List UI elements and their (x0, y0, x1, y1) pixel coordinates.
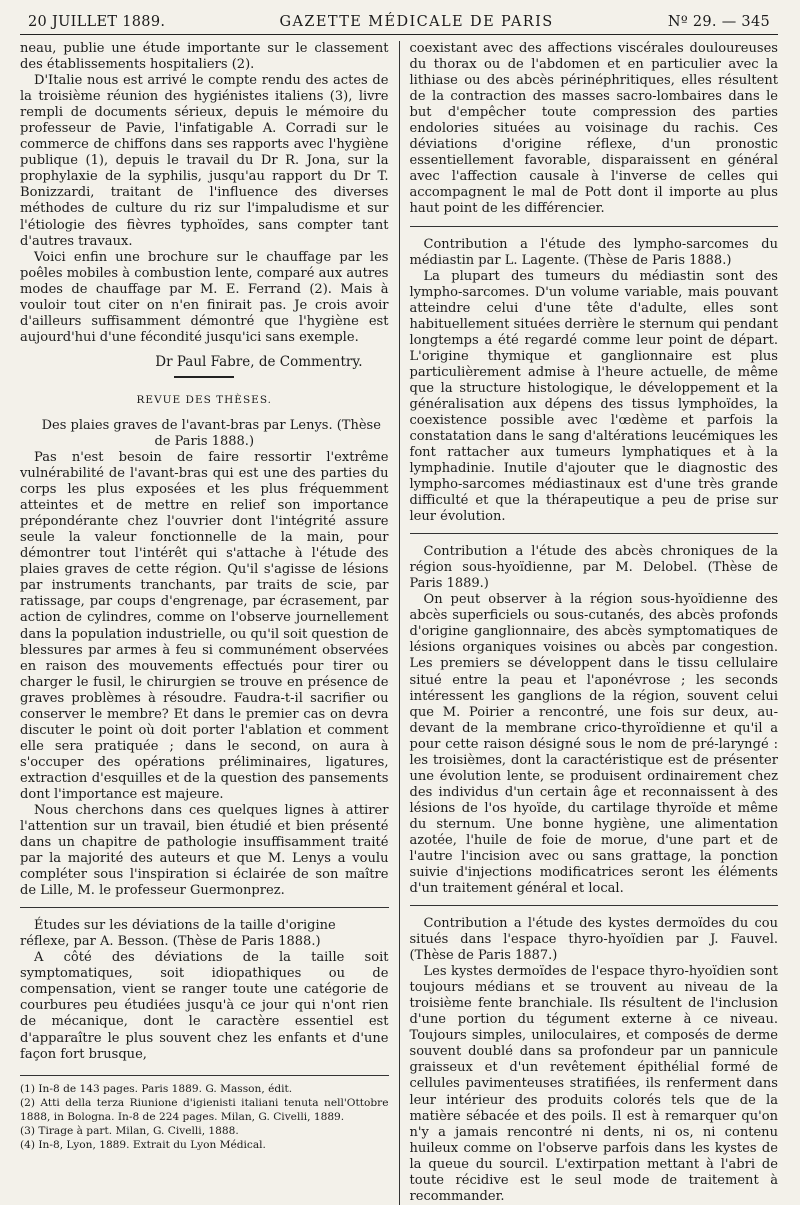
footnote: (1) In-8 de 143 pages. Paris 1889. G. Masson, édit. (20, 1082, 293, 1095)
paragraph: Voici enfin une brochure sur le chauffage par les poêles mobiles à combustion lente, comparé aux autres modes de chauffage par M. E. Ferrand (2). Mais à vouloir tout citer on n'en finirait pas. Je crois avoir d'ailleurs suffisamment démontré que l'hygiène est aujourd'hui d'une fécondité jusqu'ici sans exemple. (20, 249, 389, 345)
header-page-number: Nº 29. — 345 (667, 14, 770, 30)
section-divider (410, 533, 779, 534)
right-column (399, 41, 779, 1205)
footnote: (4) In-8, Lyon, 1889. Extrait du Lyon Médical. (20, 1138, 266, 1151)
paragraph: A côté des déviations de la taille soit symptomatiques, soit idiopathiques ou de compensation, vient se ranger toute une catégorie de courbures peu étudiées jusqu'à ce jour qui n'ont rien de mécanique, dont le caractère essentiel est d'apparaître le plus souvent chez les enfants et d'une façon fort brusque, (20, 950, 389, 1062)
header-date: 20 JUILLET 1889. (28, 14, 166, 30)
footnote: (3) Tirage à part. Milan, G. Civelli, 1888. (20, 1124, 239, 1137)
paragraph: coexistant avec des affections viscérales douloureuses du thorax ou de l'abdomen et en particulier avec la lithiase ou des abcès périnéphritiques, elles résultent de la contraction des masses sacro-lombaires dans le but d'empêcher toute compression des parties endolories situées au voisinage du rachis. Ces déviations d'origine réflexe, d'un pronostic essentiellement favorable, disparaissent en général avec l'affection causale à l'inverse de celles qui accompagnent le mal de Pott dont il importe au plus haut point de les différencier. (409, 41, 778, 217)
paragraph: Pas n'est besoin de faire ressortir l'extrême vulnérabilité de l'avant-bras qui est une des parties du corps les plus exposées et les plus fréquemment atteintes et de mettre en relief son importance prépondérante chez l'ouvrier dont l'intégrité assure seule la valeur fonctionnelle de la main, pour démontrer tout l'intérêt qui s'attache à l'étude des plaies graves de cette région. Qu'il s'agisse de lésions par instruments tranchants, par traits de scie, par ratissage, par coups d'engrenage, par écrasement, par action de cylindres, comme on l'observe journellement dans la population industrielle, ou qu'il soit question de blessures par armes à feu si communément observées en raison des mouvements effectués pour tirer ou charger le fusil, le chirurgien se trouve en présence de graves problèmes à résoudre. Faudra-t-il sacrifier ou conserver le membre? Et dans le premier cas on devra discuter le point où doit porter l'ablation et comment elle sera pratiquée ; dans le second, on aura à s'occuper des opérations préliminaires, ligatures, extraction d'esquilles et de la question des pansements dont l'importance est majeure. (20, 449, 389, 802)
left-column (20, 41, 399, 1205)
thesis-title: Contribution a l'étude des abcès chroniques de la région sous-hyoïdienne, par M. Delobel. (Thèse de Paris 1889.) (409, 544, 778, 592)
thesis-title: Contribution a l'étude des lympho-sarcomes du médiastin par L. Lagente. (Thèse de Paris 1888.) (409, 236, 778, 268)
footnote: (2) Atti della terza Riunione d'igienisti italiani tenuta nell'Ottobre 1888, in Bologna. In-8 de 224 pages. Milan, G. Civelli, 1889. (20, 1096, 389, 1123)
paragraph: D'Italie nous est arrivé le compte rendu des actes de la troisième réunion des hygiénistes italiens (3), livre rempli de documents sérieux, depuis le mémoire du professeur de Pavie, l'infatigable A. Corradi sur le commerce de chiffons dans ses rapports avec l'hygiène publique (1), depuis le travail du Dr R. Jona, sur la prophylaxie de la syphilis, jusqu'au rapport du Dr T. Bonizzardi, traitant de l'influence des diverses méthodes de culture du riz sur l'impaludisme et sur l'étiologie des fièvres typhoïdes, sans compter tant d'autres travaux. (20, 73, 389, 249)
paragraph: Nous cherchons dans ces quelques lignes à attirer l'attention sur un travail, bien étudié et bien présenté dans un chapitre de pathologie insuffisamment traité par la majorité des auteurs et que M. Lenys a voulu compléter sous l'inspiration si éclairée de son maître de Lille, M. le professeur Guermonprez. (20, 803, 389, 899)
paragraph: La plupart des tumeurs du médiastin sont des lympho-sarcomes. D'un volume variable, mais pouvant atteindre celui d'une tête d'adulte, elles sont habituellement situées derrière le sternum qui pendant longtemps a été regardé comme leur point de départ. L'origine thymique et ganglionnaire est plus particulièrement admise à l'heure actuelle, de même que la structure histologique, le développement et la généralisation aux dépens des tissus lymphoïdes, la coexistence possible avec l'œdème et parfois la constatation dans le sang d'altérations leucémiques les font rattacher aux tumeurs lymphatiques et à la lymphadinie. Inutile d'ajouter que le diagnostic des lympho-sarcomes médiastinaux est d'une très grande difficulté et que la thérapeutique a peu de prise sur leur évolution. (409, 268, 778, 525)
footnotes (20, 1075, 389, 1152)
two-column-body (20, 41, 778, 1205)
section-divider (410, 905, 779, 906)
section-divider (410, 226, 779, 227)
paragraph: On peut observer à la région sous-hyoïdienne des abcès superficiels ou sous-cutanés, des abcès profonds d'origine ganglionnaire, des abcès symptomatiques de lésions organiques voisines ou abcès par congestion. Les premiers se développent dans le tissu cellulaire situé entre la peau et l'aponévrose ; les seconds intéressent les ganglions de la région, souvent celui que M. Poirier a rencontré, une fois sur deux, au-devant de la membrane crico-thyroïdienne et qu'il a pour cette raison désigné sous le nom de pré-laryngé : les troisièmes, dont la caractéristique est de présenter une évolution lente, se produisent ordinairement chez des individus d'un certain âge et reconnaissent à des lésions de l'os hyoïde, du cartilage thyroïde et même du sternum. Une bonne hygiène, une alimentation azotée, l'huile de foie de morue, d'une part et de l'autre l'incision avec ou sans grattage, la ponction suivie d'injections modificatrices seront les éléments d'un traitement général et local. (409, 592, 778, 897)
thesis-title: Contribution a l'étude des kystes dermoïdes du cou situés dans l'espace thyro-hyoïdien par J. Fauvel. (Thèse de Paris 1887.) (409, 916, 778, 964)
paragraph: neau, publie une étude importante sur le classement des établissements hospitaliers (2). (20, 41, 389, 73)
section-divider (20, 907, 389, 908)
author-signature: Dr Paul Fabre, de Commentry. (155, 353, 363, 370)
thesis-title: Des plaies graves de l'avant-bras par Lenys. (Thèse de Paris 1888.) (41, 417, 381, 449)
paragraph: Les kystes dermoïdes de l'espace thyro-hyoïdien sont toujours médians et se trouvent au niveau de la troisième fente branchiale. Ils résultent de l'inclusion d'une portion du tégument externe à ce niveau. Toujours simples, uniloculaires, et composés de derme souvent doublé dans sa profondeur par un pannicule graisseux et d'un revêtement épithélial formé de cellules pavimenteuses stratifiées, ils renferment dans leur intérieur des produits colorés tels que de la matière sébacée et des poils. Il est à remarquer qu'on n'y a jamais rencontré ni dents, ni os, ni contenu huileux comme on l'observe parfois dans les kystes de la queue du sourcil. L'extirpation mettant à l'abri de toute récidive est le seul mode de traitement à recommander. (409, 964, 778, 1204)
page-header (20, 14, 778, 35)
section-divider (174, 376, 234, 378)
section-heading-revue: REVUE DES THÈSES. (136, 393, 272, 406)
thesis-title: Études sur les déviations de la taille d'origine réflexe, par A. Besson. (Thèse de Paris 1888.) (20, 918, 336, 950)
header-journal-title: GAZETTE MÉDICALE DE PARIS (279, 14, 554, 30)
